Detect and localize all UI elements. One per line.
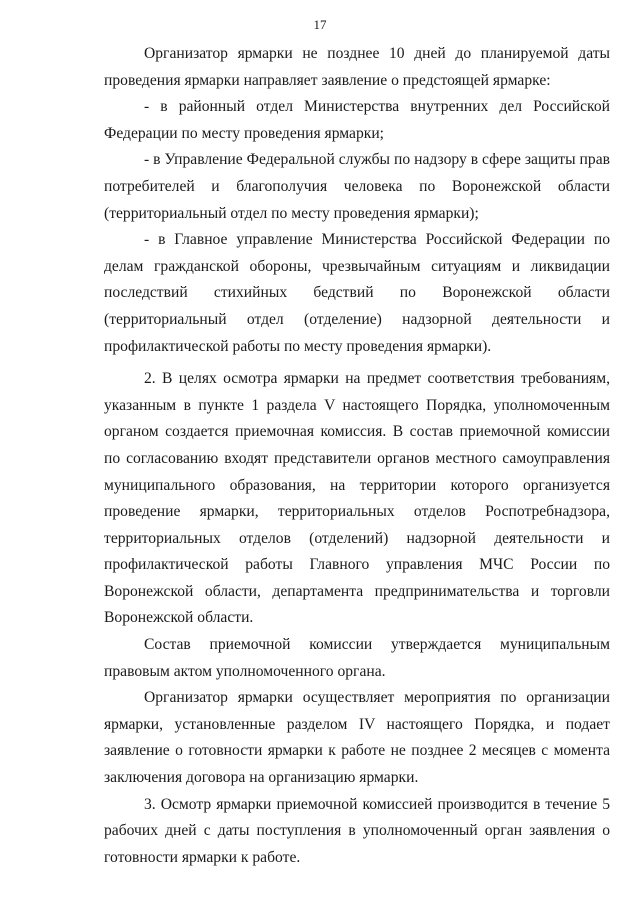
list-item-mvd: - в районный отдел Министерства внутренних дел Российской Федерации по месту проведения ярмарки;: [104, 98, 610, 142]
clause-3-inspection: 3. Осмотр ярмарки приемочной комиссией производится в течение 5 рабочих дней с даты поступления в уполномоченный орган заявления о готовности ярмарки к работе.: [104, 795, 610, 866]
list-item-mchs: - в Главное управление Министерства Российской Федерации по делам гражданской обороны, чрезвычайным ситуациям и ликвидации последствий стихийных бедствий по Воронежской области (территориальный отдел (отделение) надзорной деятельности и профилактической работы по месту проведения ярмарки).: [104, 231, 610, 355]
document-body: [104, 41, 610, 871]
clause-2-commission: 2. В целях осмотра ярмарки на предмет соответствия требованиям, указанным в пункте 1 раздела V настоящего Порядка, уполномоченным органом создается приемочная комиссия. В состав приемочной комиссии по согласованию входят представители органов местного самоуправления муниципального образования, на территории которого организуется проведение ярмарки, территориальных отделов Роспотребнадзора, территориальных отделов (отделений) надзорной деятельности и профилактической работы Главного управления МЧС России по Воронежской области, департамента предпринимательства и торговли Воронежской области.: [104, 370, 610, 627]
list-item-rospotrebnadzor: - в Управление Федеральной службы по надзору в сфере защиты прав потребителей и благополучия человека по Воронежской области (территориальный отдел по месту проведения ярмарки);: [104, 151, 610, 222]
page-number: 17: [313, 17, 327, 32]
paragraph-organizer-notice: Организатор ярмарки не позднее 10 дней до планируемой даты проведения ярмарки направляет заявление о предстоящей ярмарке:: [104, 45, 610, 89]
paragraph-organizer-readiness: Организатор ярмарки осуществляет мероприятия по организации ярмарки, установленные разделом IV настоящего Порядка, и подает заявление о готовности ярмарки к работе не позднее 2 месяцев с момента заключения договора на организацию ярмарки.: [104, 689, 610, 787]
paragraph-commission-approval: Состав приемочной комиссии утверждается муниципальным правовым актом уполномоченного органа.: [104, 636, 610, 680]
